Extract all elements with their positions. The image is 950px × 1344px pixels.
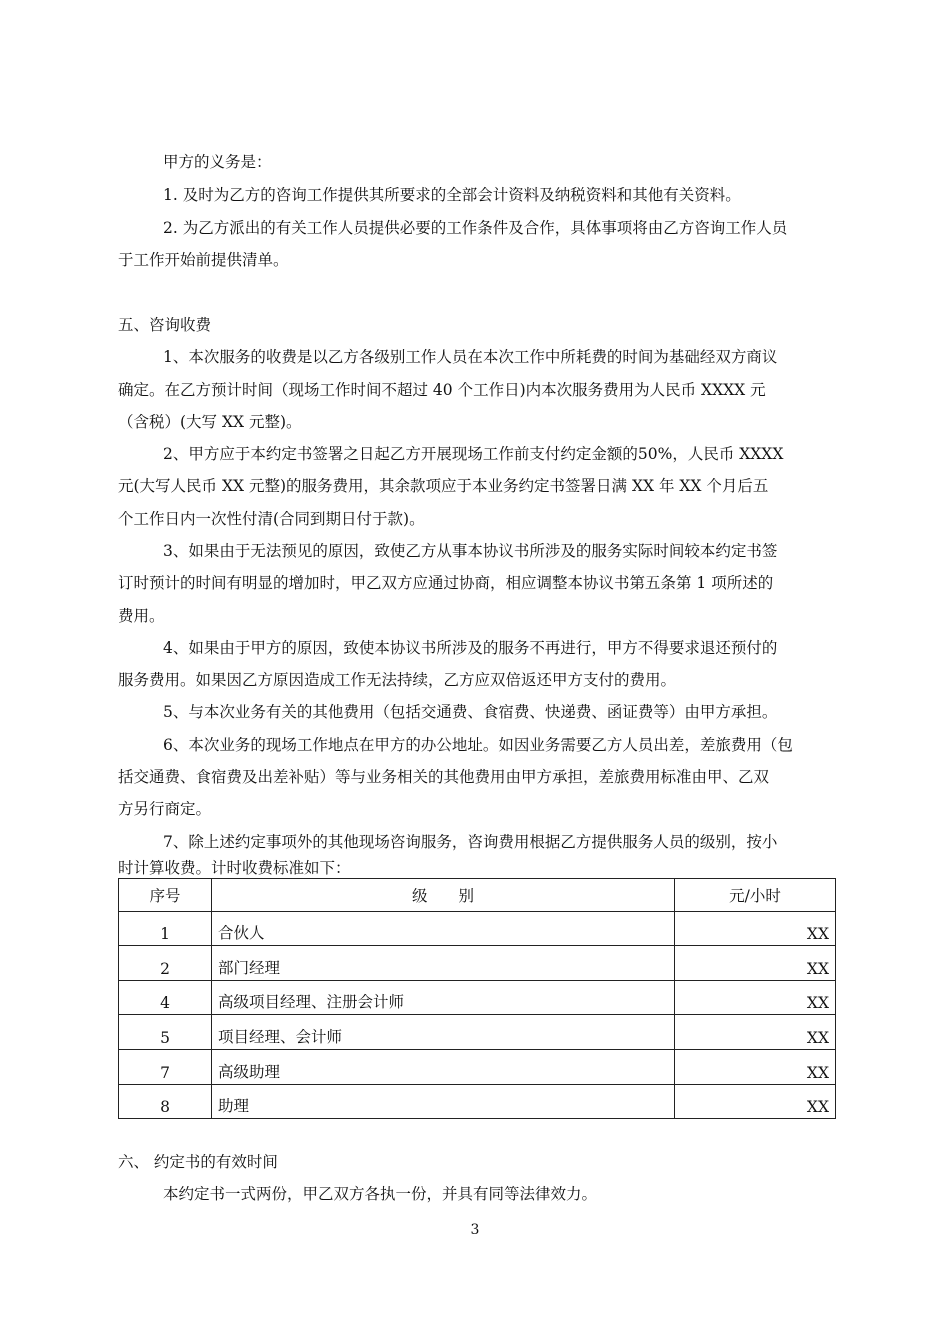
table-row <box>119 1015 836 1050</box>
fee-paragraph-6-line-3: 方另行商定。 <box>118 800 212 818</box>
row-level: 高级项目经理、注册会计师 <box>212 980 675 1015</box>
hourly-rate-table <box>118 878 836 1119</box>
fee-paragraph-3-line-2: 订时预计的时间有明显的增加时，甲乙双方应通过协商，相应调整本协议书第五条第 1 项所述的 <box>118 574 774 592</box>
obligation-item-2-line-2: 于工作开始前提供清单。 <box>118 251 289 269</box>
row-rate: XX <box>675 1084 836 1119</box>
fee-paragraph-6-line-1: 6、本次业务的现场工作地点在甲方的办公地址。如因业务需要乙方人员出差，差旅费用（包 <box>163 736 793 754</box>
fee-paragraph-7-line-2: 时计算收费。计时收费标准如下： <box>118 859 351 877</box>
fee-paragraph-1-line-1: 1、本次服务的收费是以乙方各级别工作人员在本次工作中所耗费的时间为基础经双方商议 <box>163 348 778 366</box>
row-no: 1 <box>119 911 212 946</box>
header-level: 级 别 <box>212 879 675 912</box>
row-level: 助理 <box>212 1084 675 1119</box>
row-level: 项目经理、会计师 <box>212 1015 675 1050</box>
obligation-item-1: 1. 及时为乙方的咨询工作提供其所要求的全部会计资料及纳税资料和其他有关资料。 <box>163 186 741 204</box>
fee-paragraph-1-line-3: （含税）(大写 XX 元整)。 <box>118 413 302 431</box>
fee-paragraph-2-line-2: 元(大写人民币 XX 元整)的服务费用，其余款项应于本业务约定书签署日满 XX 年 XX 个月后五 <box>118 477 769 495</box>
fee-paragraph-3-line-1: 3、如果由于无法预见的原因，致使乙方从事本协议书所涉及的服务实际时间较本约定书签 <box>163 542 778 560</box>
fee-paragraph-5-line-1: 5、与本次业务有关的其他费用（包括交通费、食宿费、快递费、函证费等）由甲方承担。 <box>163 703 778 721</box>
row-rate: XX <box>675 1015 836 1050</box>
table-row <box>119 1084 836 1119</box>
row-rate: XX <box>675 946 836 981</box>
row-no: 5 <box>119 1015 212 1050</box>
row-no: 2 <box>119 946 212 981</box>
validity-paragraph-1: 本约定书一式两份，甲乙双方各执一份，并具有同等法律效力。 <box>163 1185 598 1203</box>
row-no: 7 <box>119 1049 212 1084</box>
fees-section-heading: 五、咨询收费 <box>118 316 212 334</box>
table-row <box>119 980 836 1015</box>
table-header-row <box>119 879 836 912</box>
row-level: 高级助理 <box>212 1049 675 1084</box>
row-level: 部门经理 <box>212 946 675 981</box>
row-no: 8 <box>119 1084 212 1119</box>
header-no: 序号 <box>119 879 212 912</box>
table-row <box>119 1049 836 1084</box>
fee-paragraph-3-line-3: 费用。 <box>118 607 165 625</box>
fee-paragraph-6-line-2: 括交通费、食宿费及出差补贴）等与业务相关的其他费用由甲方承担，差旅费用标准由甲、乙双 <box>118 768 770 786</box>
fee-paragraph-4-line-2: 服务费用。如果因乙方原因造成工作无法持续，乙方应双倍返还甲方支付的费用。 <box>118 671 677 689</box>
table-row <box>119 911 836 946</box>
fee-paragraph-2-line-3: 个工作日内一次性付清(合同到期日付于款)。 <box>118 510 425 528</box>
page-number: 3 <box>470 1222 480 1238</box>
obligations-heading: 甲方的义务是： <box>163 153 272 171</box>
fee-paragraph-4-line-1: 4、如果由于甲方的原因，致使本协议书所涉及的服务不再进行，甲方不得要求退还预付的 <box>163 639 778 657</box>
fee-paragraph-2-line-1: 2、甲方应于本约定书签署之日起乙方开展现场工作前支付约定金额的50%，人民币 XXXX <box>163 445 784 463</box>
fee-paragraph-1-line-2: 确定。在乙方预计时间（现场工作时间不超过 40 个工作日)内本次服务费用为人民币 XXXX 元 <box>118 381 766 399</box>
row-level: 合伙人 <box>212 911 675 946</box>
fee-paragraph-7-line-1: 7、除上述约定事项外的其他现场咨询服务，咨询费用根据乙方提供服务人员的级别，按小 <box>163 833 778 851</box>
row-rate: XX <box>675 1049 836 1084</box>
row-no: 4 <box>119 980 212 1015</box>
validity-section-heading: 六、 约定书的有效时间 <box>118 1153 278 1171</box>
obligation-item-2-line-1: 2. 为乙方派出的有关工作人员提供必要的工作条件及合作，具体事项将由乙方咨询工作人员 <box>163 219 788 237</box>
row-rate: XX <box>675 911 836 946</box>
table-row <box>119 946 836 981</box>
row-rate: XX <box>675 980 836 1015</box>
header-rate: 元/小时 <box>675 879 836 912</box>
